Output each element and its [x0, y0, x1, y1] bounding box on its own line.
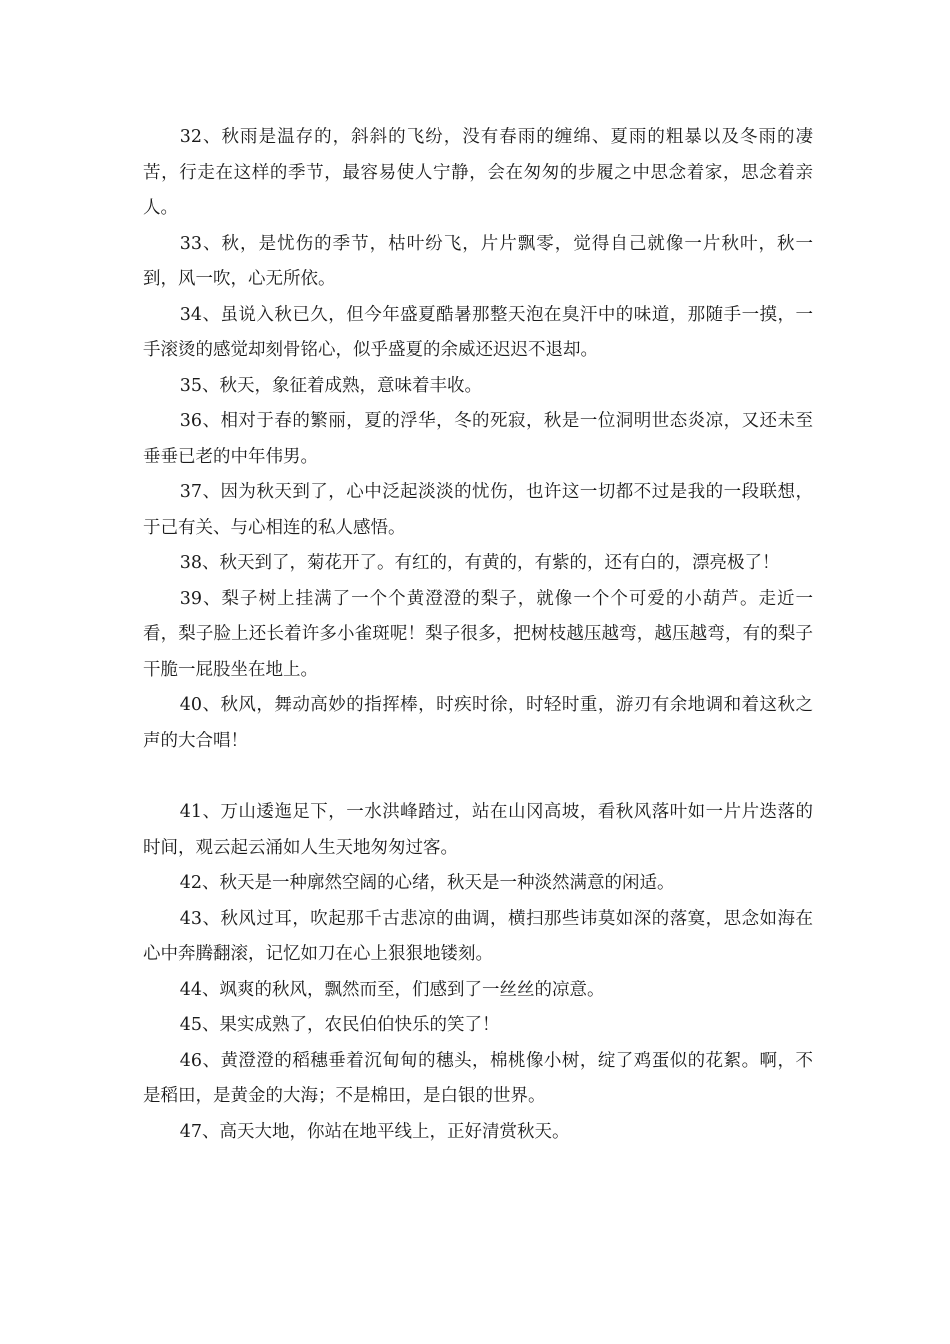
- paragraph-41: 41、万山逶迤足下，一水洪峰踏过，站在山冈高坡，看秋风落叶如一片片迭落的时间，观云起云涌如人生天地匆匆过客。: [143, 802, 813, 858]
- paragraph-38: 38、秋天到了，菊花开了。有红的，有黄的，有紫的，还有白的，漂亮极了！: [179, 553, 780, 573]
- paragraph-33: 33、秋，是忧伤的季节，枯叶纷飞，片片飘零，觉得自己就像一片秋叶，秋一到，风一吹，心无所依。: [143, 233, 813, 289]
- paragraph-37: 37、因为秋天到了，心中泛起淡淡的忧伤，也许这一切都不过是我的一段联想，于己有关、与心相连的私人感悟。: [143, 482, 813, 538]
- paragraph-34: 34、虽说入秋已久，但今年盛夏酷暑那整天泡在臭汗中的味道，那随手一摸，一手滚烫的感觉却刻骨铭心，似乎盛夏的余威还迟迟不退却。: [143, 304, 813, 360]
- paragraph-42: 42、秋天是一种廓然空阔的心绪，秋天是一种淡然满意的闲适。: [179, 873, 675, 893]
- paragraph-gap: [143, 759, 813, 795]
- paragraph-35: 35、秋天，象征着成熟，意味着丰收。: [179, 375, 483, 396]
- paragraph-36: 36、相对于春的繁丽，夏的浮华，冬的死寂，秋是一位洞明世态炎凉，又还未至垂垂已老的中年伟男。: [143, 411, 813, 467]
- paragraph-43: 43、秋风过耳，吹起那千古悲凉的曲调，横扫那些讳莫如深的落寞，思念如海在心中奔腾翻滚，记忆如刀在心上狠狠地镂刻。: [143, 908, 813, 964]
- paragraph-45: 45、果实成熟了，农民伯伯快乐的笑了！: [179, 1015, 500, 1035]
- paragraph-44: 44、飒爽的秋风，飘然而至，们感到了一丝丝的凉意。: [179, 979, 605, 1000]
- paragraph-47: 47、高天大地，你站在地平线上，正好清赏秋天。: [179, 1121, 570, 1142]
- paragraph-46: 46、黄澄澄的稻穗垂着沉甸甸的穗头，棉桃像小树，绽了鸡蛋似的花絮。啊，不是稻田，是黄金的大海；不是棉田，是白银的世界。: [143, 1050, 813, 1106]
- paragraph-40: 40、秋风，舞动高妙的指挥棒，时疾时徐，时轻时重，游刃有余地调和着这秋之声的大合唱！: [143, 695, 813, 751]
- document-body: [143, 120, 813, 1150]
- paragraph-32: 32、秋雨是温存的，斜斜的飞纷，没有春雨的缠绵、夏雨的粗暴以及冬雨的凄苦，行走在这样的季节，最容易使人宁静，会在匆匆的步履之中思念着家，思念着亲人。: [143, 127, 813, 218]
- paragraph-39: 39、梨子树上挂满了一个个黄澄澄的梨子，就像一个个可爱的小葫芦。走近一看，梨子脸上还长着许多小雀斑呢！梨子很多，把树枝越压越弯，越压越弯，有的梨子干脆一屁股坐在地上。: [143, 588, 813, 680]
